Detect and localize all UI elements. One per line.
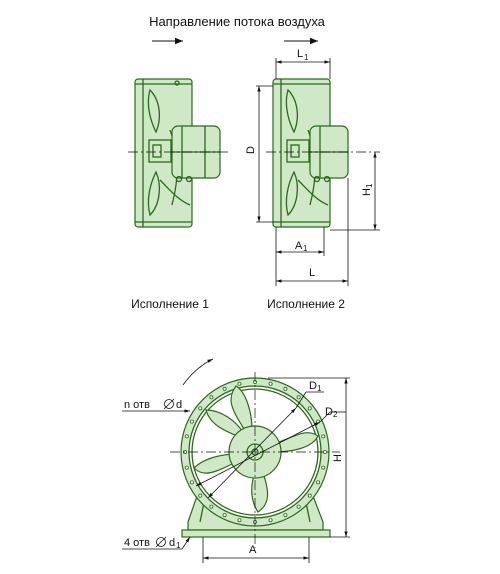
bolt-hole (238, 519, 241, 522)
svg-text:A: A (249, 544, 257, 556)
svg-text:D: D (325, 406, 333, 418)
bolt-hole (210, 396, 213, 399)
callout-flange-holes (122, 399, 190, 411)
dimension-D (245, 86, 273, 222)
rotation-arrow (183, 359, 213, 385)
bolt-hole (210, 505, 213, 508)
bolt-hole (185, 466, 188, 469)
bolt-hole (190, 420, 193, 423)
bolt-hole (269, 382, 272, 385)
svg-text:H: H (332, 454, 344, 462)
svg-text:1: 1 (365, 183, 374, 188)
caption-variant-1: Исполнение 1 (131, 297, 209, 311)
side-view-variant-2 (266, 79, 380, 227)
svg-text:D: D (245, 146, 257, 154)
bolt-hole (297, 396, 300, 399)
dimension-A (203, 537, 309, 563)
airflow-title: Направление потока воздуха (149, 14, 325, 29)
bolt-hole (284, 513, 287, 516)
svg-text:1: 1 (304, 53, 309, 62)
bolt-hole (316, 481, 319, 484)
dimension-A1 (276, 227, 324, 286)
bolt-hole (322, 435, 325, 438)
svg-text:L: L (297, 48, 304, 60)
dimension-L1 (276, 48, 330, 79)
caption-variant-2: Исполнение 2 (267, 297, 345, 311)
svg-text:L: L (309, 267, 316, 279)
svg-text:4 отв: 4 отв (124, 537, 150, 549)
svg-text:2: 2 (333, 410, 338, 419)
bolt-hole (269, 519, 272, 522)
bolt-hole (199, 494, 202, 497)
bolt-hole (199, 407, 202, 410)
svg-text:H: H (361, 188, 373, 196)
bolt-hole (238, 382, 241, 385)
svg-text:n отв: n отв (124, 399, 150, 411)
bolt-hole (284, 387, 287, 390)
svg-text:d: d (169, 537, 176, 549)
bolt-hole (308, 407, 311, 410)
bolt-hole (322, 466, 325, 469)
side-view-variant-1 (128, 79, 228, 227)
dimension-D2 (320, 406, 346, 422)
svg-text:1: 1 (317, 384, 322, 393)
svg-text:D: D (309, 380, 317, 392)
svg-text:d: d (176, 399, 183, 411)
svg-text:1: 1 (303, 244, 308, 253)
bolt-hole (185, 435, 188, 438)
bolt-hole (190, 481, 193, 484)
callout-base-holes (122, 537, 190, 550)
svg-text:1: 1 (176, 541, 181, 550)
bolt-hole (297, 505, 300, 508)
svg-text:A: A (295, 240, 303, 252)
bolt-hole (308, 494, 311, 497)
bolt-hole (223, 387, 226, 390)
bolt-hole (223, 513, 226, 516)
base-plate (182, 530, 330, 537)
